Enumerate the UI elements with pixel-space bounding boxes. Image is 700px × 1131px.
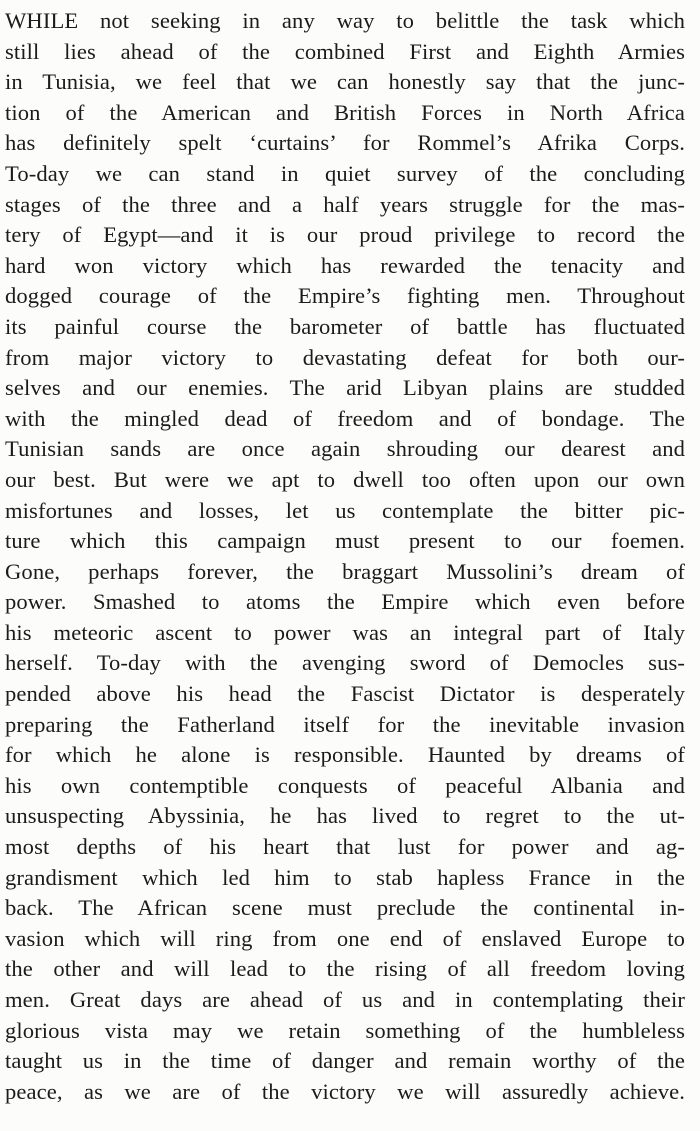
article-line: his own contemptible conquests of peaceful Albania and	[5, 772, 685, 798]
article-line: our best. But were we apt to dwell too often upon our own	[5, 466, 685, 492]
article-line: most depths of his heart that lust for power and ag-	[5, 834, 685, 860]
article-line: herself. To-day with the avenging sword of Democles sus-	[5, 650, 685, 676]
article-line: tery of Egypt—and it is our proud privilege to record the	[5, 222, 685, 248]
article-body	[5, 6, 685, 1107]
article-line: grandisment which led him to stab hapless France in the	[5, 864, 685, 890]
article-line: tion of the American and British Forces in North Africa	[5, 99, 685, 125]
article-line: with the mingled dead of freedom and of bondage. The	[5, 405, 685, 431]
article-line: vasion which will ring from one end of enslaved Europe to	[5, 925, 685, 951]
article-line: dogged courage of the Empire’s fighting men. Throughout	[5, 283, 685, 309]
article-line: from major victory to devastating defeat for both our-	[5, 344, 685, 370]
article-line: preparing the Fatherland itself for the inevitable invasion	[5, 711, 685, 737]
article-line: the other and will lead to the rising of all freedom loving	[5, 956, 685, 982]
article-line: his meteoric ascent to power was an integral part of Italy	[5, 619, 685, 645]
article-line: Tunisian sands are once again shrouding our dearest and	[5, 436, 685, 462]
article-line: for which he alone is responsible. Haunted by dreams of	[5, 742, 685, 768]
article-line: taught us in the time of danger and remain worthy of the	[5, 1048, 685, 1074]
article-line: ture which this campaign must present to our foemen.	[5, 528, 685, 554]
article-line: back. The African scene must preclude the continental in-	[5, 895, 685, 921]
article-line: misfortunes and losses, let us contemplate the bitter pic-	[5, 497, 685, 523]
article-line: hard won victory which has rewarded the tenacity and	[5, 252, 685, 278]
article-line: power. Smashed to atoms the Empire which even before	[5, 589, 685, 615]
article-line: in Tunisia, we feel that we can honestly say that the junc-	[5, 69, 685, 95]
article-line: has definitely spelt ‘curtains’ for Rommel’s Afrika Corps.	[5, 130, 685, 156]
article-line: its painful course the barometer of battle has fluctuated	[5, 313, 685, 339]
article-line: Gone, perhaps forever, the braggart Mussolini’s dream of	[5, 558, 685, 584]
article-line: stages of the three and a half years struggle for the mas-	[5, 191, 685, 217]
article-line: To-day we can stand in quiet survey of the concluding	[5, 160, 685, 186]
article-line: glorious vista may we retain something of the humbleless	[5, 1017, 685, 1043]
article-line: peace, as we are of the victory we will assuredly achieve.	[5, 1078, 685, 1104]
article-line: still lies ahead of the combined First and Eighth Armies	[5, 38, 685, 64]
article-line: selves and our enemies. The arid Libyan plains are studded	[5, 375, 685, 401]
article-line: unsuspecting Abyssinia, he has lived to regret to the ut-	[5, 803, 685, 829]
article-line: pended above his head the Fascist Dictator is desperately	[5, 681, 685, 707]
article-line: WHILE not seeking in any way to belittle the task which	[5, 8, 685, 33]
article-line: men. Great days are ahead of us and in contemplating their	[5, 987, 685, 1012]
